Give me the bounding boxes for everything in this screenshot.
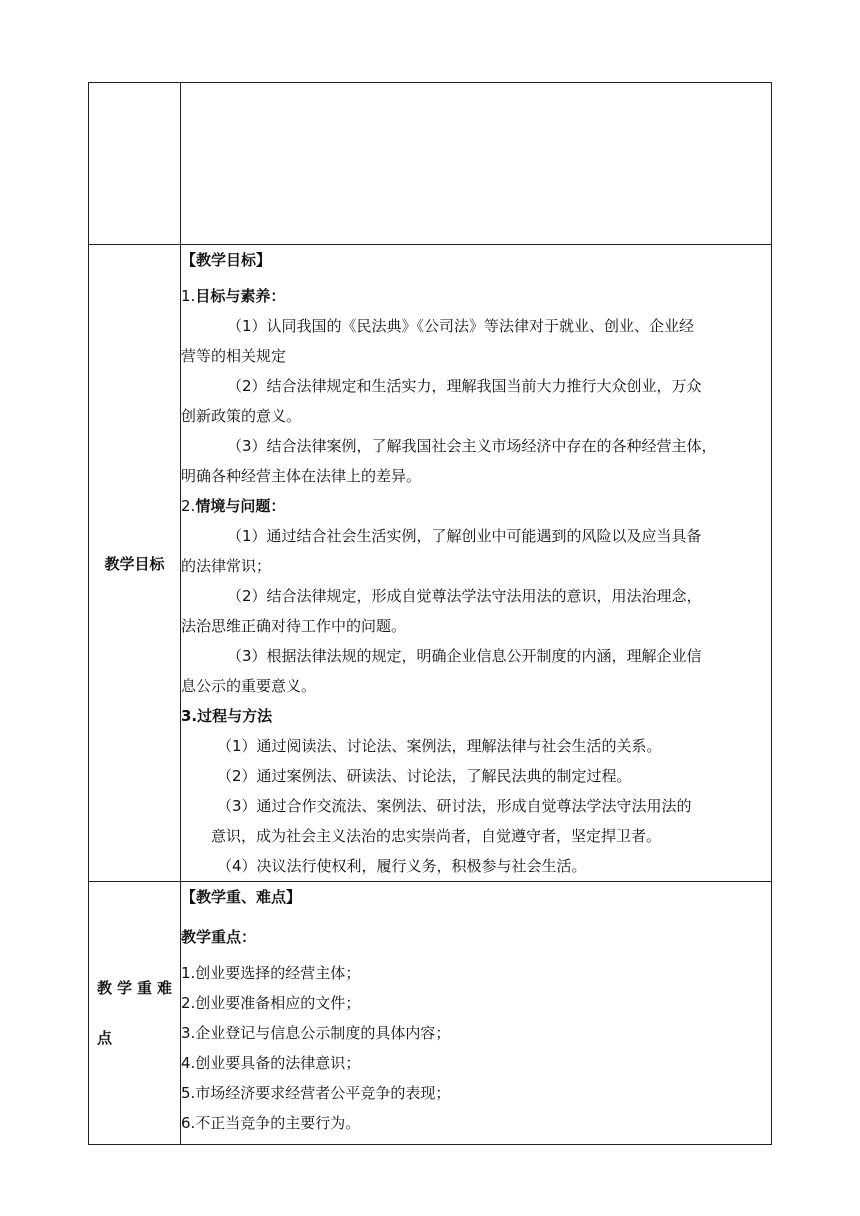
key-points-label-line2: 点 bbox=[97, 1029, 113, 1047]
key-points-label bbox=[89, 882, 181, 1145]
empty-label-cell bbox=[89, 83, 181, 245]
section-1-label: 目标与素养： bbox=[195, 287, 286, 305]
objective-2-2-line-a: （2）结合法律规定，形成自觉尊法学法守法用法的意识，用法治理念， bbox=[227, 587, 702, 605]
section-3-title: 3.过程与方法 bbox=[181, 707, 273, 725]
empty-row bbox=[89, 83, 772, 245]
objective-3-1: （1）通过阅读法、讨论法、案例法，理解法律与社会生活的关系。 bbox=[217, 737, 662, 755]
objectives-heading: 【教学目标】 bbox=[181, 251, 272, 269]
objective-2-3-line-b: 息公示的重要意义。 bbox=[181, 677, 317, 695]
objective-2-1-line-a: （1）通过结合社会生活实例，了解创业中可能遇到的风险以及应当具备 bbox=[227, 527, 702, 545]
objective-1-2-line-a: （2）结合法律规定和生活实力，理解我国当前大力推行大众创业，万众 bbox=[227, 377, 702, 395]
objective-3-3-line-a: （3）通过合作交流法、案例法、研讨法，形成自觉尊法学法守法用法的 bbox=[217, 797, 692, 815]
section-2-title bbox=[181, 491, 771, 521]
key-points-label-line1: 教学重难 bbox=[97, 979, 172, 997]
objective-1-3-line-a: （3）结合法律案例，了解我国社会主义市场经济中存在的各种经营主体， bbox=[227, 437, 717, 455]
objective-2-3-line-a: （3）根据法律法规的规定，明确企业信息公开制度的内涵，理解企业信 bbox=[227, 647, 702, 665]
objective-1-3-line-b: 明确各种经营主体在法律上的差异。 bbox=[181, 467, 422, 485]
objectives-row bbox=[89, 245, 772, 882]
section-2-number: 2. bbox=[181, 497, 196, 515]
key-point-item: 4.创业要具备的法律意识； bbox=[181, 1054, 361, 1072]
section-1-number: 1. bbox=[181, 287, 196, 305]
key-point-item: 2.创业要准备相应的文件； bbox=[181, 994, 361, 1012]
objective-2-2-line-b: 法治思维正确对待工作中的问题。 bbox=[181, 617, 407, 635]
key-points-content bbox=[181, 882, 772, 1145]
key-point-item: 1.创业要选择的经营主体； bbox=[181, 964, 361, 982]
objectives-content bbox=[181, 245, 772, 882]
objective-3-2: （2）通过案例法、研读法、讨论法，了解民法典的制定过程。 bbox=[217, 767, 632, 785]
key-points-subheading: 教学重点： bbox=[181, 928, 257, 946]
lesson-plan-table bbox=[88, 82, 772, 1145]
objective-1-2-line-b: 创新政策的意义。 bbox=[181, 407, 302, 425]
section-1-title bbox=[181, 281, 771, 311]
key-point-item: 6.不正当竞争的主要行为。 bbox=[181, 1114, 361, 1132]
key-point-item: 5.市场经济要求经营者公平竞争的表现； bbox=[181, 1084, 451, 1102]
empty-content-cell bbox=[181, 83, 772, 245]
objective-1-1-line-b: 营等的相关规定 bbox=[181, 347, 287, 365]
key-points-row bbox=[89, 882, 772, 1145]
section-2-label: 情境与问题： bbox=[195, 497, 286, 515]
key-points-heading: 【教学重、难点】 bbox=[181, 888, 302, 906]
objective-1-1-line-a: （1）认同我国的《民法典》《公司法》等法律对于就业、创业、企业经 bbox=[227, 317, 695, 335]
objectives-label: 教学目标 bbox=[89, 245, 181, 882]
key-point-item: 3.企业登记与信息公示制度的具体内容； bbox=[181, 1024, 451, 1042]
objective-3-3-line-b: 意识，成为社会主义法治的忠实崇尚者，自觉遵守者，坚定捍卫者。 bbox=[211, 827, 662, 845]
objective-3-4: （4）决议法行使权利，履行义务，积极参与社会生活。 bbox=[217, 857, 587, 875]
objective-2-1-line-b: 的法律常识； bbox=[181, 557, 272, 575]
